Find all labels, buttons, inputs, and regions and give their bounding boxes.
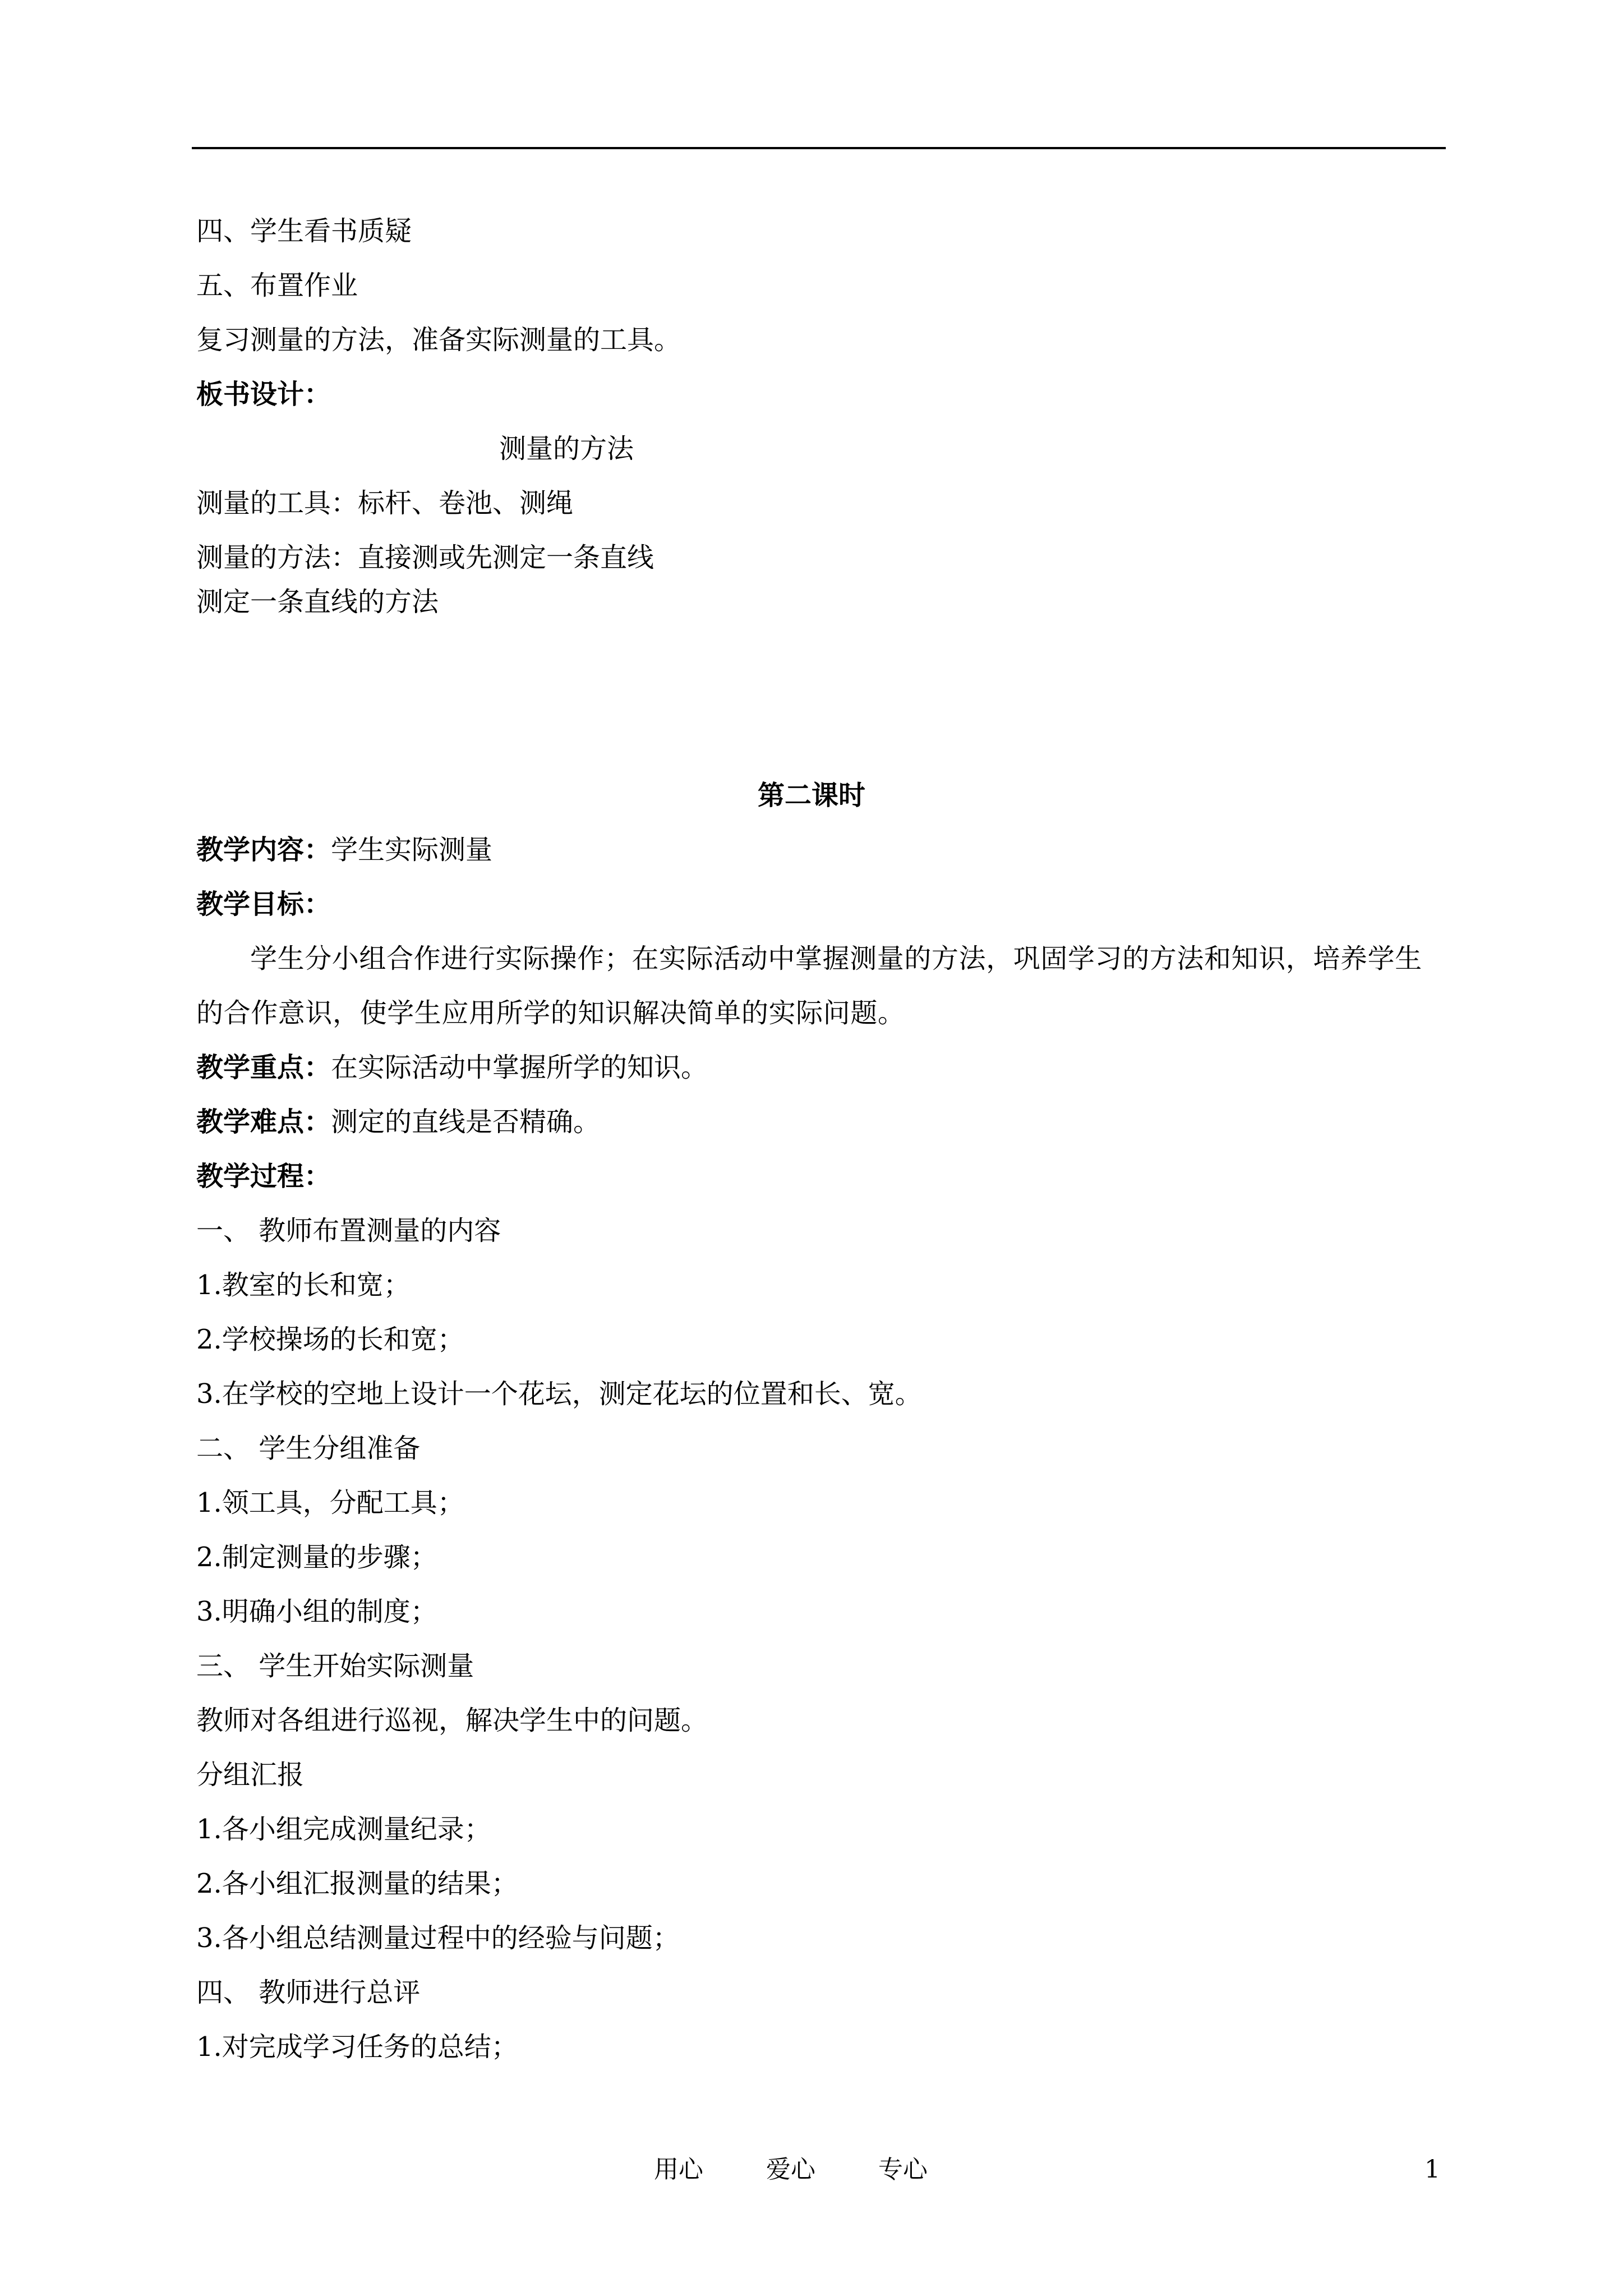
content-value: 学生实际测量 [331,834,493,866]
content-label: 教学内容： [196,834,331,866]
step-4-item: 1.对完成学习任务的总结； [196,2031,518,2063]
process-label: 教学过程： [196,1161,331,1192]
step-2-heading: 二、 学生分组准备 [196,1433,421,1464]
step-3-note: 教师对各组进行巡视，解决学生中的问题。 [196,1705,708,1736]
homework-text: 复习测量的方法，准备实际测量的工具。 [196,324,681,356]
footer-motto-1: 用心 [654,2155,703,2184]
board-tools: 测量的工具：标杆、卷池、测绳 [196,487,574,519]
step-1-item: 3.在学校的空地上设计一个花坛，测定花坛的位置和长、宽。 [196,1378,922,1410]
header-rule [192,147,1446,149]
board-title: 测量的方法 [499,433,634,464]
step-1-heading: 一、 教师布置测量的内容 [196,1215,501,1246]
step-4-heading: 四、 教师进行总评 [196,1977,421,2008]
footer-motto-2: 爱心 [766,2155,815,2184]
item-4: 四、学生看书质疑 [196,215,412,247]
step-2-item: 1.领工具，分配工具； [196,1487,464,1519]
page-number: 1 [1424,2155,1440,2184]
key-point-row [196,1051,708,1084]
difficulty-label: 教学难点： [196,1106,331,1138]
report-item: 2.各小组汇报测量的结果； [196,1868,518,1899]
report-label: 分组汇报 [196,1759,305,1791]
goal-paragraph: 学生分小组合作进行实际操作；在实际活动中掌握测量的方法，巩固学习的方法和知识，培养学生的合作意识，使学生应用所学的知识解决简单的实际问题。 [196,943,1422,1029]
step-2-item: 3.明确小组的制度； [196,1596,437,1627]
difficulty-value: 测定的直线是否精确。 [331,1106,601,1138]
goal-label: 教学目标： [196,889,331,920]
difficulty-row [196,1105,600,1139]
item-5: 五、布置作业 [196,270,358,301]
key-point-label: 教学重点： [196,1052,331,1083]
step-1-item: 1.教室的长和宽； [196,1269,411,1301]
step-2-item: 2.制定测量的步骤； [196,1542,437,1573]
report-item: 1.各小组完成测量纪录； [196,1814,491,1845]
content-row [196,833,492,867]
board-design-label: 板书设计： [196,379,331,410]
key-point-value: 在实际活动中掌握所学的知识。 [331,1052,708,1083]
report-item: 3.各小组总结测量过程中的经验与问题； [196,1922,680,1954]
board-methods: 测量的方法：直接测或先测定一条直线 [196,542,654,573]
lesson-title: 第二课时 [757,780,865,811]
step-3-heading: 三、 学生开始实际测量 [196,1650,474,1682]
board-line-method: 测定一条直线的方法 [196,586,439,618]
footer-motto-3: 专心 [878,2155,928,2184]
step-1-item: 2.学校操场的长和宽； [196,1324,464,1355]
